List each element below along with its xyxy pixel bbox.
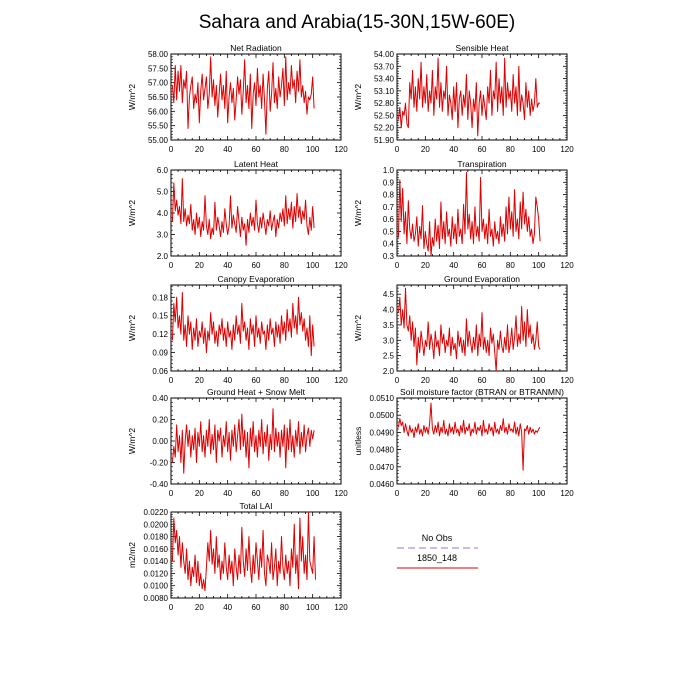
y-tick-label: 3.0 <box>156 230 168 240</box>
y-tick-label: 52.50 <box>373 111 394 121</box>
panel-title: Ground Heat + Snow Melt <box>206 387 306 397</box>
panel-0 <box>127 43 348 154</box>
x-tick-label: 120 <box>334 603 348 612</box>
x-tick-label: 120 <box>334 376 348 385</box>
x-tick-label: 80 <box>505 261 515 270</box>
panel-1 <box>353 43 574 154</box>
y-tick-label: 57.00 <box>147 78 168 88</box>
y-tick-label: 53.70 <box>373 62 394 72</box>
x-tick-label: 80 <box>279 603 289 612</box>
y-axis-label: W/m^2 <box>127 314 137 342</box>
y-tick-label: 0.9 <box>382 178 394 188</box>
x-tick-label: 80 <box>505 376 515 385</box>
x-tick-label: 60 <box>251 145 261 154</box>
y-tick-label: 52.20 <box>373 123 394 133</box>
y-tick-label: 2.0 <box>382 367 394 376</box>
y-tick-label: 0.0470 <box>369 462 394 472</box>
y-axis-label: W/m^2 <box>353 199 363 227</box>
y-tick-label: 55.50 <box>147 121 168 131</box>
y-tick-label: 56.00 <box>147 107 168 117</box>
y-tick-label: 0.8 <box>382 190 394 200</box>
y-tick-label: -0.20 <box>149 458 168 468</box>
y-tick-label: 0.7 <box>382 202 394 212</box>
x-tick-label: 120 <box>560 145 574 154</box>
x-tick-label: 20 <box>194 145 204 154</box>
x-tick-label: 60 <box>251 261 261 270</box>
x-tick-label: 80 <box>279 489 289 498</box>
panel-6 <box>127 387 348 498</box>
panel-8 <box>127 501 348 612</box>
y-tick-label: 0.0220 <box>143 508 168 517</box>
panels-group <box>127 43 574 612</box>
y-tick-label: 3.5 <box>382 320 394 330</box>
x-tick-label: 80 <box>279 261 289 270</box>
series-line-0 <box>398 403 540 470</box>
x-tick-label: 40 <box>449 145 459 154</box>
y-tick-label: 53.10 <box>373 86 394 96</box>
y-tick-label: 0.18 <box>152 293 168 303</box>
x-tick-label: 40 <box>223 489 233 498</box>
y-tick-label: 0.0480 <box>369 445 394 455</box>
y-tick-label: 0.20 <box>152 415 168 425</box>
y-tick-label: 0.0140 <box>143 557 168 567</box>
series-line-0 <box>172 57 314 134</box>
x-tick-label: 60 <box>477 376 487 385</box>
x-tick-label: 20 <box>194 376 204 385</box>
x-tick-label: 40 <box>223 603 233 612</box>
x-tick-label: 40 <box>223 376 233 385</box>
legend-label-no-obs: No Obs <box>421 533 453 543</box>
y-axis-label: W/m^2 <box>353 83 363 111</box>
x-tick-label: 0 <box>168 261 174 270</box>
y-tick-label: 0.0080 <box>143 594 168 603</box>
y-tick-label: 0.0160 <box>143 544 168 554</box>
x-tick-label: 0 <box>394 376 400 385</box>
y-tick-label: 0.4 <box>382 239 394 249</box>
y-tick-label: 4.0 <box>382 305 394 315</box>
y-tick-label: 0.0100 <box>143 581 168 591</box>
y-tick-label: 4.5 <box>382 290 394 300</box>
y-axis-label: unitless <box>353 426 363 456</box>
x-tick-label: 0 <box>168 376 174 385</box>
y-tick-label: 0.0500 <box>369 411 394 421</box>
x-tick-label: 0 <box>394 261 400 270</box>
x-tick-label: 0 <box>168 603 174 612</box>
y-tick-label: 51.90 <box>373 136 394 145</box>
y-tick-label: 0.00 <box>152 437 168 446</box>
y-tick-label: 56.50 <box>147 93 168 102</box>
x-tick-label: 80 <box>279 376 289 385</box>
figure-title: Sahara and Arabia(15-30N,15W-60E) <box>198 12 516 33</box>
y-tick-label: -0.40 <box>149 480 168 489</box>
y-tick-label: 0.5 <box>382 227 394 237</box>
series-line-0 <box>398 58 540 136</box>
series-line-0 <box>172 512 315 591</box>
y-tick-label: 0.6 <box>382 215 394 225</box>
y-tick-label: 0.12 <box>152 330 168 340</box>
x-tick-label: 100 <box>531 376 546 385</box>
x-tick-label: 40 <box>223 261 233 270</box>
x-tick-label: 0 <box>168 489 174 498</box>
panel-frame <box>397 398 567 484</box>
y-tick-label: 58.00 <box>147 50 168 59</box>
panel-frame <box>397 285 567 371</box>
x-tick-label: 100 <box>305 489 320 498</box>
x-tick-label: 0 <box>168 145 174 154</box>
y-axis-label: W/m^2 <box>127 427 137 455</box>
panel-title: Latent Heat <box>234 159 278 169</box>
x-tick-label: 60 <box>477 489 487 498</box>
x-tick-label: 120 <box>334 489 348 498</box>
x-tick-label: 100 <box>531 489 546 498</box>
x-tick-label: 60 <box>477 145 487 154</box>
y-tick-label: 0.09 <box>152 348 168 358</box>
y-tick-label: 54.00 <box>373 50 394 59</box>
panel-3 <box>353 159 574 270</box>
y-tick-label: 3.0 <box>382 336 394 346</box>
panel-title: Net Radiation <box>230 43 282 53</box>
x-tick-label: 100 <box>305 261 320 270</box>
panel-7 <box>353 387 574 498</box>
y-tick-label: 0.0490 <box>369 428 394 438</box>
y-tick-label: 53.40 <box>373 74 394 84</box>
x-tick-label: 40 <box>449 489 459 498</box>
x-tick-label: 20 <box>194 489 204 498</box>
panel-2 <box>127 159 348 270</box>
x-tick-label: 20 <box>420 261 430 270</box>
x-tick-label: 120 <box>560 376 574 385</box>
y-axis-label: m2/m2 <box>127 542 137 568</box>
x-tick-label: 120 <box>560 261 574 270</box>
panel-4 <box>127 274 348 385</box>
x-tick-label: 40 <box>449 376 459 385</box>
panel-frame <box>171 512 341 598</box>
x-tick-label: 60 <box>251 489 261 498</box>
panel-title: Transpiration <box>457 159 507 169</box>
y-axis-label: W/m^2 <box>127 83 137 111</box>
x-tick-label: 20 <box>194 603 204 612</box>
panel-title: Total LAI <box>239 501 273 511</box>
y-tick-label: 5.0 <box>156 187 168 197</box>
y-tick-label: 1.0 <box>382 166 394 175</box>
x-tick-label: 40 <box>449 261 459 270</box>
x-tick-label: 120 <box>560 489 574 498</box>
legend-label-1850-148: 1850_148 <box>416 553 458 563</box>
x-tick-label: 80 <box>505 489 515 498</box>
y-tick-label: 55.00 <box>147 136 168 145</box>
x-tick-label: 100 <box>305 376 320 385</box>
x-tick-label: 60 <box>251 376 261 385</box>
series-line-0 <box>172 409 314 474</box>
panel-title: Sensible Heat <box>455 43 509 53</box>
x-tick-label: 20 <box>194 261 204 270</box>
y-tick-label: 0.3 <box>382 252 394 261</box>
x-tick-label: 120 <box>334 145 348 154</box>
panel-title: Soil moisture factor (BTRAN or BTRANMN) <box>400 387 564 397</box>
y-tick-label: 57.50 <box>147 64 168 74</box>
y-tick-label: 6.0 <box>156 166 168 175</box>
x-tick-label: 100 <box>305 145 320 154</box>
x-tick-label: 100 <box>531 261 546 270</box>
y-tick-label: 0.0200 <box>143 520 168 530</box>
y-tick-label: 2.0 <box>156 252 168 261</box>
x-tick-label: 100 <box>531 145 546 154</box>
x-tick-label: 100 <box>305 603 320 612</box>
x-tick-label: 80 <box>279 145 289 154</box>
series-line-0 <box>172 292 314 355</box>
series-line-0 <box>172 179 314 246</box>
series-line-0 <box>398 172 540 256</box>
y-tick-label: 0.0180 <box>143 532 168 542</box>
panel-title: Ground Evaporation <box>443 274 521 284</box>
x-tick-label: 60 <box>251 603 261 612</box>
x-tick-label: 20 <box>420 376 430 385</box>
x-tick-label: 20 <box>420 489 430 498</box>
panel-title: Canopy Evaporation <box>217 274 295 284</box>
y-tick-label: 0.0510 <box>369 394 394 403</box>
panel-5 <box>353 274 574 385</box>
y-axis-label: W/m^2 <box>127 199 137 227</box>
y-tick-label: 4.0 <box>156 209 168 218</box>
y-tick-label: 0.0460 <box>369 480 394 489</box>
y-tick-label: 0.15 <box>152 311 168 321</box>
y-tick-label: 2.5 <box>382 351 394 361</box>
y-tick-label: 0.0120 <box>143 569 168 579</box>
x-tick-label: 0 <box>394 489 400 498</box>
x-tick-label: 80 <box>505 145 515 154</box>
y-tick-label: 0.40 <box>152 394 168 403</box>
x-tick-label: 120 <box>334 261 348 270</box>
y-tick-label: 52.80 <box>373 99 394 109</box>
y-tick-label: 0.06 <box>152 367 168 376</box>
x-tick-label: 20 <box>420 145 430 154</box>
x-tick-label: 0 <box>394 145 400 154</box>
y-axis-label: W/m^2 <box>353 314 363 342</box>
legend <box>397 533 478 568</box>
series-line-0 <box>398 288 540 371</box>
x-tick-label: 60 <box>477 261 487 270</box>
x-tick-label: 40 <box>223 145 233 154</box>
